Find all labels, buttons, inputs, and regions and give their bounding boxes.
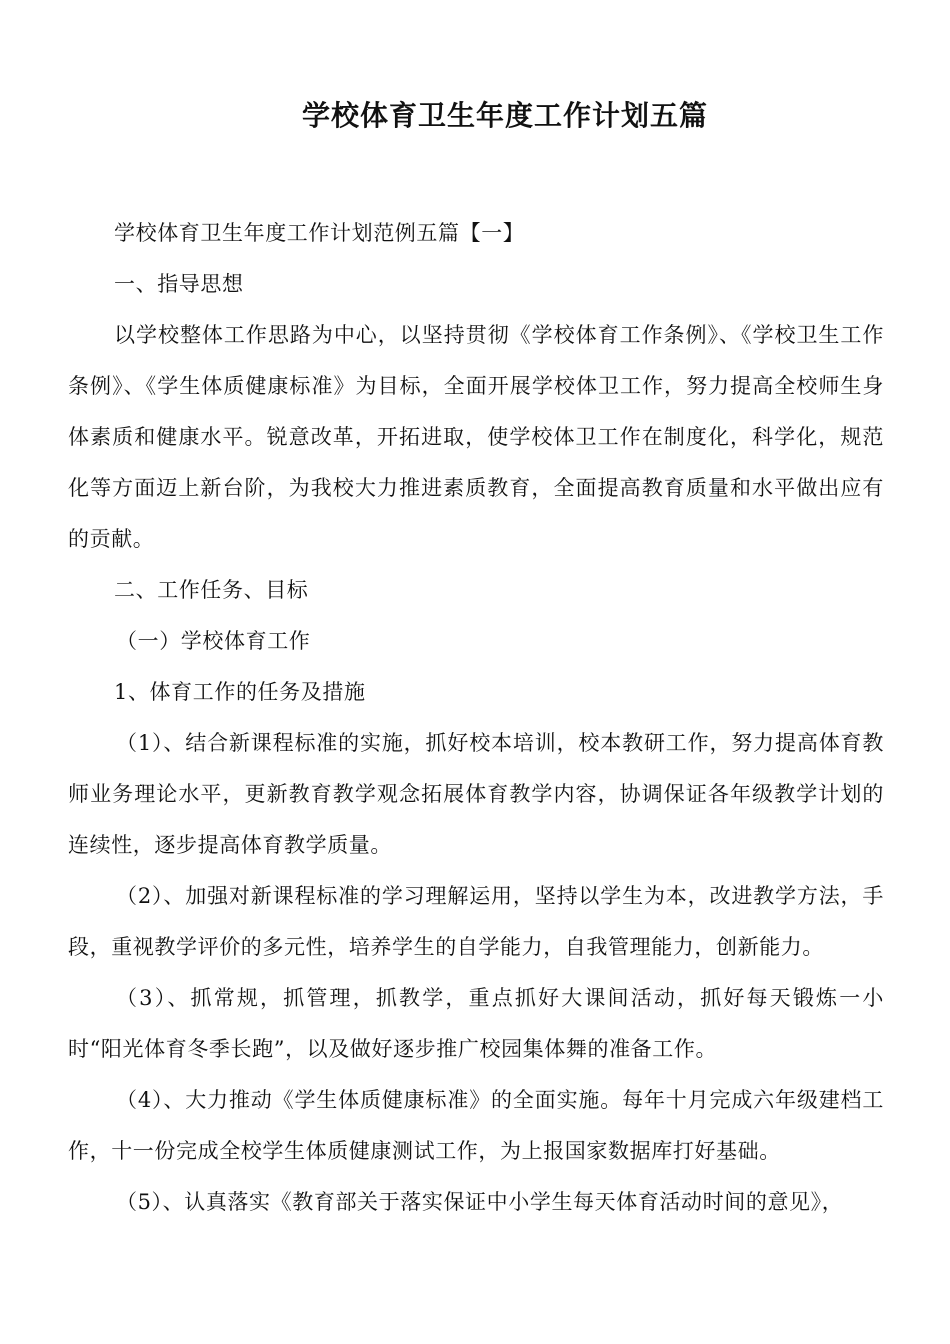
- paragraph-item-5: （5）、认真落实《教育部关于落实保证中小学生每天体育活动时间的意见》，: [116, 1190, 844, 1214]
- heading-sports-tasks-measures: 1、体育工作的任务及措施: [114, 680, 366, 704]
- heading-tasks-goals: 二、工作任务、目标: [114, 578, 309, 602]
- document-body: [68, 208, 884, 1228]
- document-title: 学校体育卫生年度工作计划五篇: [301, 99, 708, 132]
- section-heading-part-one: 学校体育卫生年度工作计划范例五篇【一】: [114, 221, 525, 245]
- paragraph-item-4: （4）、大力推动《学生体质健康标准》的全面实施。每年十月完成六年级建档工作，十一份完成全校学生体质健康测试工作，为上报国家数据库打好基础。: [68, 1088, 884, 1163]
- paragraph-item-2: （2）、加强对新课程标准的学习理解运用，坚持以学生为本，改进教学方法，手段，重视教学评价的多元性，培养学生的自学能力，自我管理能力，创新能力。: [68, 884, 884, 959]
- paragraph-item-3: （3）、抓常规，抓管理，抓教学，重点抓好大课间活动，抓好每天锻炼一小时“阳光体育冬季长跑”，以及做好逐步推广校园集体舞的准备工作。: [68, 986, 884, 1061]
- heading-guiding-ideology: 一、指导思想: [114, 272, 244, 296]
- paragraph-item-1: （1）、结合新课程标准的实施，抓好校本培训，校本教研工作，努力提高体育教师业务理论水平，更新教育教学观念拓展体育教学内容，协调保证各年级教学计划的连续性，逐步提高体育教学质量。: [68, 731, 884, 857]
- heading-school-sports-work: （一）学校体育工作: [116, 629, 311, 653]
- paragraph-guiding-ideology: 以学校整体工作思路为中心，以坚持贯彻《学校体育工作条例》、《学校卫生工作条例》、《学生体质健康标准》为目标，全面开展学校体卫工作，努力提高全校师生身体素质和健康水平。锐意改革，开拓进取，使学校体卫工作在制度化，科学化，规范化等方面迈上新台阶，为我校大力推进素质教育，全面提高教育质量和水平做出应有的贡献。: [68, 323, 884, 551]
